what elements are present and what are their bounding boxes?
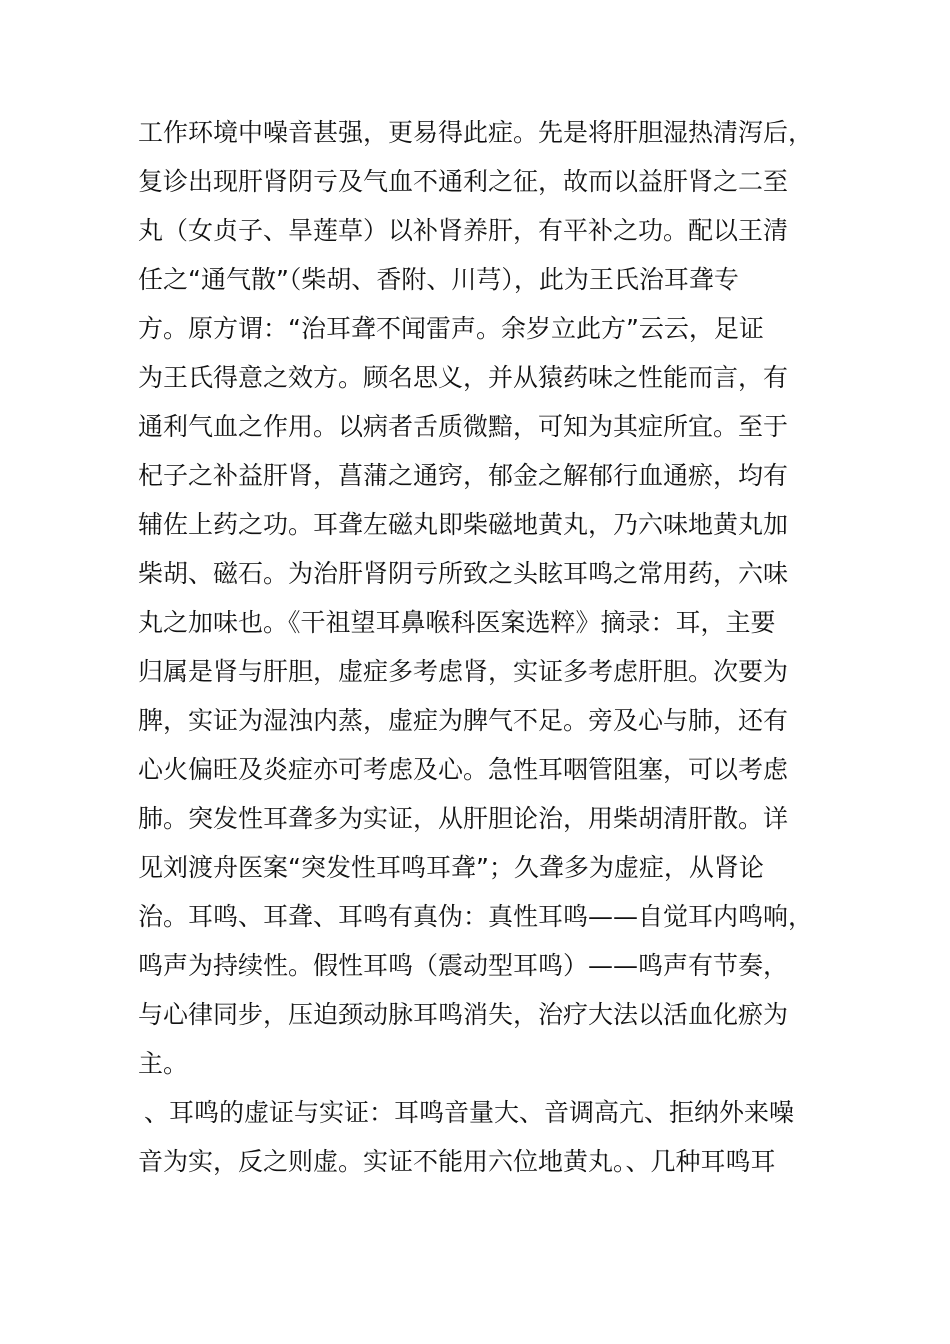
text-line: 鸣声为持续性。假性耳鸣（震动型耳鸣）——鸣声有节奏， [138,951,789,980]
text-line: 见刘渡舟医案“突发性耳鸣耳聋”；久聋多为虚症，从肾论 [138,853,764,882]
text-line: 丸之加味也。《干祖望耳鼻喉科医案选粹》摘录：耳，主要 [138,608,776,637]
text-line: 通利气血之作用。以病者舌质微黯，可知为其症所宜。至于 [138,412,789,441]
text-line: 复诊出现肝肾阴亏及气血不通利之征，故而以益肝肾之二至 [138,167,789,196]
text-line: 治。耳鸣、耳聋、耳鸣有真伪：真性耳鸣——自觉耳内鸣响， [138,902,814,931]
text-line: 柴胡、磁石。为治肝肾阴亏所致之头眩耳鸣之常用药，六味 [138,559,789,588]
text-line: 任之“通气散”（柴胡、香附、川芎），此为王氏治耳聋专 [138,265,739,294]
text-line: 杞子之补益肝肾，菖蒲之通窍，郁金之解郁行血通瘀，均有 [138,461,789,490]
text-line: 音为实，反之则虚。实证不能用六位地黄丸。、几种耳鸣耳 [138,1147,776,1176]
text-line: 肺。突发性耳聋多为实证，从肝胆论治，用柴胡清肝散。详 [138,804,789,833]
text-line: 辅佐上药之功。耳聋左磁丸即柴磁地黄丸，乃六味地黄丸加 [138,510,789,539]
text-line: 归属是肾与肝胆，虚症多考虑肾，实证多考虑肝胆。次要为 [138,657,789,686]
text-line: 脾，实证为湿浊内蒸，虚症为脾气不足。旁及心与肺，还有 [138,706,789,735]
text-line: 与心律同步，压迫颈动脉耳鸣消失，治疗大法以活血化瘀为 [138,1000,789,1029]
text-line: 心火偏旺及炎症亦可考虑及心。急性耳咽管阻塞，可以考虑 [138,755,789,784]
text-line: 、耳鸣的虚证与实证：耳鸣音量大、音调高亢、拒纳外来噪 [144,1098,795,1127]
text-line: 为王氏得意之效方。顾名思义，并从猿药味之性能而言，有 [138,363,789,392]
text-line: 丸（女贞子、旱莲草）以补肾养肝，有平补之功。配以王清 [138,216,789,245]
text-line: 方。原方谓：“治耳聋不闻雷声。余岁立此方”云云，足证 [138,314,764,343]
text-line: 工作环境中噪音甚强，更易得此症。先是将肝胆湿热清泻后， [138,118,814,147]
text-line: 主。 [138,1049,189,1078]
